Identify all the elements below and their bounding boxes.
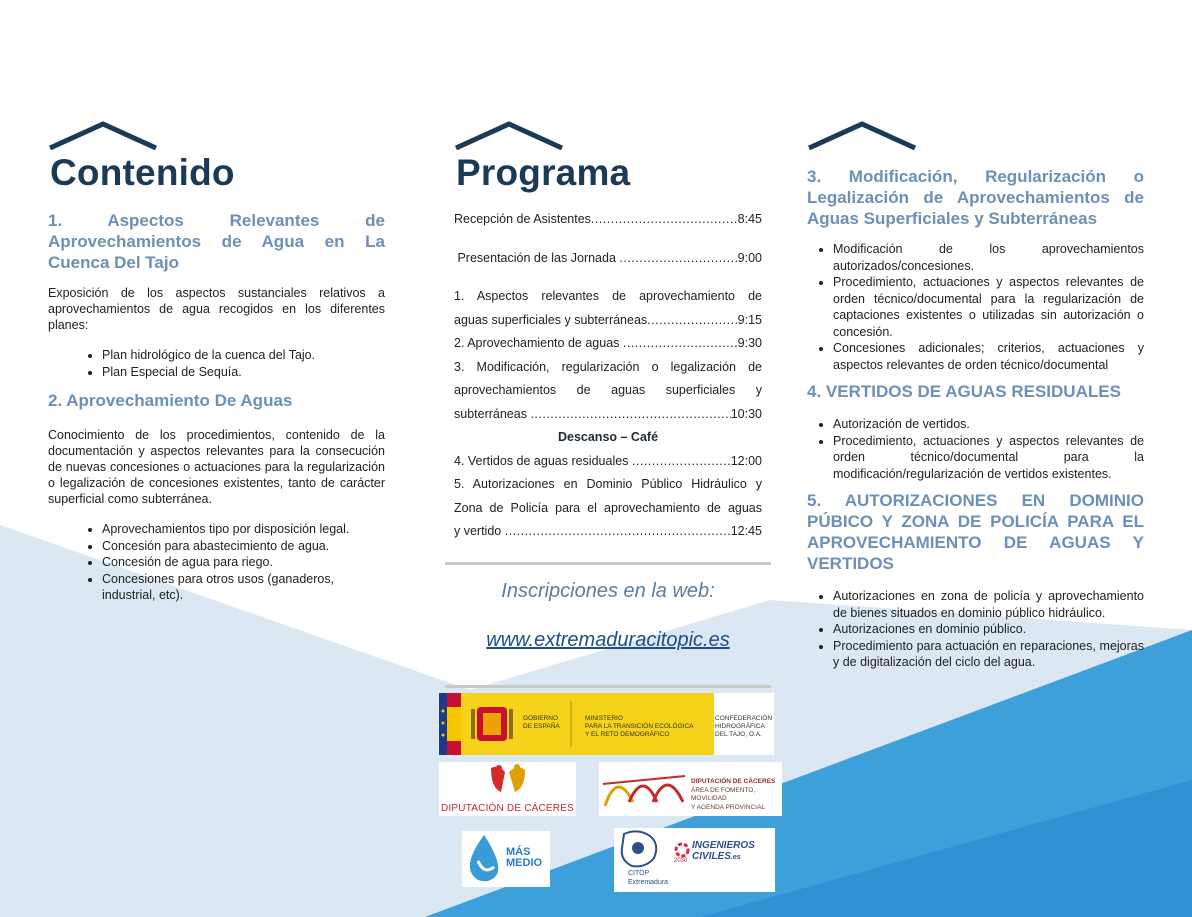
program-row-presentation	[454, 247, 762, 271]
list-item: • Procedimiento para actuación en reparaciones, mejoras y de digitalización del ciclo del agua.	[833, 638, 1144, 671]
program-label: subterráneas	[454, 406, 531, 421]
list-item: • Procedimiento, actuaciones y aspectos relevantes de orden técnico/documental para la regularización de captaciones existentes o utilizadas sin autorización o concesión.	[833, 274, 1144, 340]
program-label: Presentación de las Jornada	[454, 250, 620, 265]
column-programa	[454, 120, 762, 544]
program-time: 12:45	[730, 524, 762, 538]
diputacion-arches-icon	[599, 762, 689, 816]
program-break: Descanso – Café	[557, 430, 659, 444]
diputacion-fomento-text: DIPUTACIÓN DE CÁCERES ÁREA DE FOMENTO, MOVILIDAD Y AGENDA PROVINCIAL	[691, 778, 776, 811]
list-item: • Procedimiento, actuaciones y aspectos relevantes de orden técnico/documental para la modificación/regularización de vertidos existentes.	[833, 433, 1144, 483]
program-label: Recepción de Asistentes	[454, 212, 591, 226]
section5-list	[807, 588, 1144, 671]
website-link[interactable]: www.extremaduracitopic.es	[486, 629, 730, 651]
section3-list	[807, 241, 1144, 373]
program-time: 9:00	[737, 250, 762, 265]
section5-title: 5. AUTORIZACIONES EN DOMINIO PÚBICO Y ZONA DE POLICÍA PARA EL APROVECHAMIENTO DE AGUAS Y VERTIDOS	[807, 491, 1144, 573]
program-time: 8:45	[737, 212, 762, 226]
section2-title: 2. Aprovechamiento De Aguas	[48, 391, 293, 410]
program-item3-line2: aprovechamientos de aguas superficiales y	[454, 383, 762, 397]
list-item: • Autorización de vertidos.	[833, 416, 1144, 433]
column-modificacion	[807, 120, 1144, 679]
divider	[445, 562, 771, 565]
roof-icon	[454, 120, 564, 150]
section4-list	[807, 416, 1144, 482]
program-item3-line3	[454, 403, 762, 427]
roof-icon	[807, 120, 917, 150]
program-label: 4. Vertidos de aguas residuales	[454, 453, 632, 468]
program-label: y vertido	[454, 524, 505, 538]
list-item: • Concesiones adicionales; criterios, actuaciones y aspectos relevantes de orden técnico/documental	[833, 340, 1144, 373]
program-time: 12:00	[730, 453, 762, 468]
section4-title: 4. VERTIDOS DE AGUAS RESIDUALES	[807, 382, 1121, 401]
list-item: • Modificación de los aprovechamientos autorizados/concesiones.	[833, 241, 1144, 274]
list-item: • Aprovechamientos tipo por disposición legal.	[102, 521, 385, 538]
ministerio-text: MINISTERIO PARA LA TRANSICIÓN ECOLÓGICA Y EL RETO DEMOGRÁFICO	[585, 715, 694, 738]
program-item4	[454, 450, 762, 474]
program-item1-line1: 1. Aspectos relevantes de aprovechamiento de	[454, 289, 762, 303]
section1-title: 1. Aspectos Relevantes de Aprovechamientos de Agua en La Cuenca Del Tajo	[48, 211, 385, 272]
logo-citop-extremadura	[614, 828, 775, 892]
ingenieros-civiles-text: INGENIEROS CIVILES.es	[692, 840, 755, 862]
diputacion-name: DIPUTACIÓN DE CÁCERES	[441, 803, 574, 814]
program-label: 2. Aprovechamiento de aguas	[454, 336, 623, 350]
program-item1-line2	[454, 309, 762, 333]
program-item2	[454, 332, 762, 356]
logo-gobierno-espana	[439, 693, 774, 755]
heading-contenido: Contenido	[50, 152, 235, 193]
program-time: 10:30	[730, 406, 762, 421]
logo-mas-medio	[462, 831, 550, 887]
program-item5-line3	[454, 520, 762, 544]
program-item5-line2: Zona de Policía para el aprovechamiento de aguas	[454, 500, 762, 515]
list-item: • Plan hidrológico de la cuenca del Tajo.	[102, 347, 385, 364]
sdg-wheel-icon	[674, 842, 690, 858]
logo-diputacion-caceres	[439, 762, 576, 816]
citop-text: CITOP Extremadura	[628, 870, 669, 886]
program-time: 9:30	[737, 336, 762, 350]
inscripciones-label: Inscripciones en la web:	[501, 580, 715, 602]
program-item5-line1: 5. Autorizaciones en Dominio Público Hidráulico y	[454, 477, 762, 491]
section1-text: Exposición de los aspectos sustanciales relativos a aprovechamientos de agua recogidos en los diferentes planes:	[48, 286, 385, 332]
logo-diputacion-fomento	[599, 762, 782, 816]
list-item: • Concesión para abastecimiento de agua.	[102, 538, 385, 555]
program-item3-line1: 3. Modificación, regularización o legalización de	[454, 359, 762, 374]
program-time: 9:15	[737, 312, 762, 327]
section2-list	[48, 521, 385, 604]
list-item: • Concesiones para otros usos (ganaderos, industrial, etc).	[102, 571, 385, 604]
water-drop-icon	[462, 831, 506, 887]
diputacion-emblem-icon	[439, 762, 576, 802]
citop-map-icon	[614, 828, 664, 872]
section1-list	[48, 347, 385, 380]
section2-text: Conocimiento de los procedimientos, contenido de la documentación y aspectos relevantes para la consecución de nuevas concesiones o actuaciones para la regularización o legalización de concesiones existentes, tanto de carácter superficial como subterránea.	[48, 428, 385, 506]
list-item: • Concesión de agua para riego.	[102, 554, 385, 571]
list-item: • Autorizaciones en zona de policía y aprovechamiento de bienes situados en dominio público hidráulico.	[833, 588, 1144, 621]
mas-medio-text: MÁS MEDIO	[506, 846, 543, 869]
list-item: • Plan Especial de Sequía.	[102, 364, 385, 381]
ing-year: 2030	[674, 858, 688, 864]
confederacion-text: CONFEDERACIÓN HIDROGRÁFICA DEL TAJO, O.A.	[715, 715, 773, 738]
section3-title: 3. Modificación, Regularización o Legalización de Aprovechamientos de Aguas Superficiales y Subterráneas	[807, 167, 1144, 228]
list-item: • Autorizaciones en dominio público.	[833, 621, 1144, 638]
roof-icon	[48, 120, 158, 150]
gobierno-text: GOBIERNO DE ESPAÑA	[523, 715, 560, 730]
divider	[445, 685, 771, 688]
program-label: aguas superficiales y subterráneas	[454, 312, 648, 327]
column-contenido	[48, 120, 385, 612]
program-row-reception	[454, 208, 762, 232]
heading-programa: Programa	[456, 152, 631, 193]
